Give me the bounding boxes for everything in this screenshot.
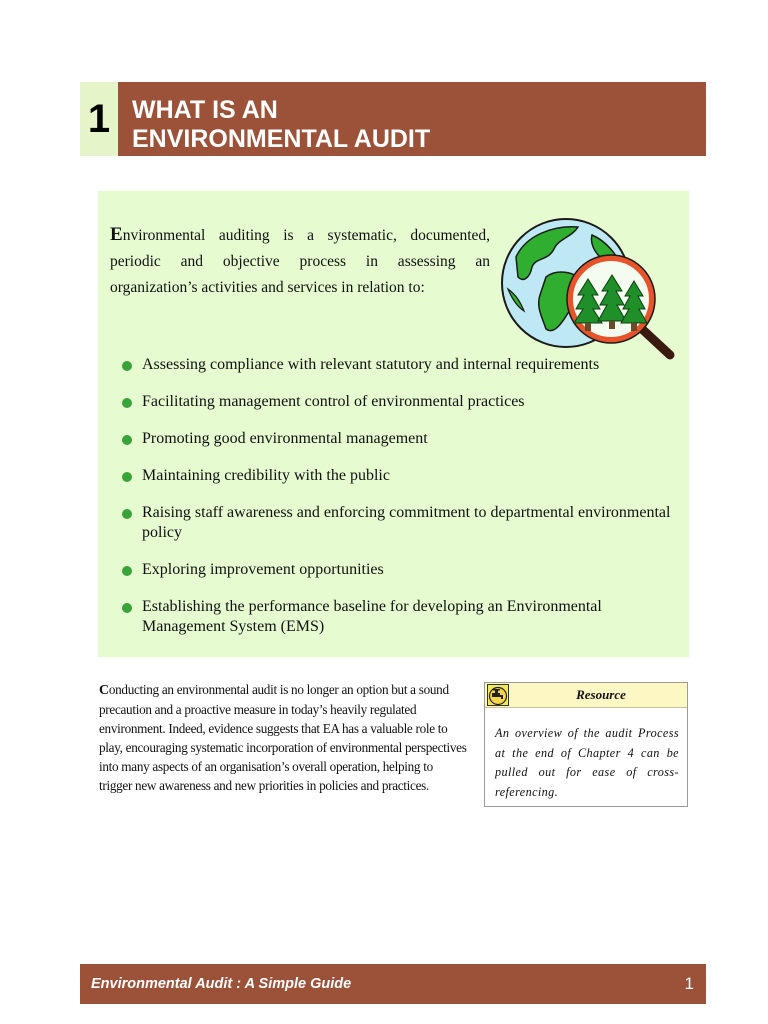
- body-text: onducting an environmental audit is no longer an option but a sound precaution and a proactive measure in today’s heavily regulated environment. Indeed, evidence suggests that EA has a valuable role to play, encouraging systematic incorporation of environmental perspectives into many aspects of an organisation’s overall operation, helping to trigger new awareness and new priorities in policies and practices.: [99, 682, 467, 793]
- resource-text: An overview of the audit Process at the end of Chapter 4 can be pulled out for ease of cross- referencing.: [495, 726, 679, 799]
- intro-line3: organization’s activities and services in relation to:: [110, 279, 425, 296]
- bullet-dot-icon: [122, 435, 132, 445]
- list-item: Promoting good environmental management: [122, 429, 682, 449]
- resource-box: [484, 682, 688, 807]
- chapter-header: [80, 82, 706, 156]
- intro-paragraph: [110, 222, 490, 301]
- list-item: Facilitating management control of environmental practices: [122, 392, 682, 412]
- bullet-dot-icon: [122, 603, 132, 613]
- page-number: 1: [684, 974, 694, 993]
- bullet-dot-icon: [122, 398, 132, 408]
- body-drop-letter: C: [99, 683, 109, 698]
- list-item: Assessing compliance with relevant statutory and internal requirements: [122, 355, 682, 375]
- list-item: Maintaining credibility with the public: [122, 466, 682, 486]
- intro-line2: periodic and objective process in assessing an: [110, 253, 490, 270]
- body-paragraph: [99, 680, 467, 795]
- page-footer: [80, 964, 706, 1004]
- bullet-dot-icon: [122, 566, 132, 576]
- list-item: Raising staff awareness and enforcing commitment to departmental environmental policy: [122, 503, 682, 543]
- chapter-title-line1: WHAT IS AN: [132, 96, 278, 124]
- resource-title: Resource: [576, 687, 626, 702]
- resource-header: [485, 683, 687, 708]
- objectives-list: [122, 355, 682, 654]
- chapter-number: 1: [80, 82, 118, 156]
- footer-title: Environmental Audit : A Simple Guide: [91, 976, 352, 992]
- chapter-title-line2: ENVIRONMENTAL AUDIT: [132, 125, 431, 153]
- faucet-icon: [487, 684, 509, 706]
- intro-panel: [98, 191, 689, 657]
- bullet-dot-icon: [122, 509, 132, 519]
- intro-line1: nvironmental auditing is a systematic, documented,: [122, 227, 490, 244]
- chapter-title: [118, 82, 706, 156]
- intro-drop-letter: E: [110, 224, 123, 245]
- bullet-dot-icon: [122, 472, 132, 482]
- globe-magnifier-trees-icon: [496, 217, 680, 365]
- list-item: Exploring improvement opportunities: [122, 560, 682, 580]
- bullet-dot-icon: [122, 361, 132, 371]
- list-item: Establishing the performance baseline for developing an Environmental Management System (EMS): [122, 597, 682, 637]
